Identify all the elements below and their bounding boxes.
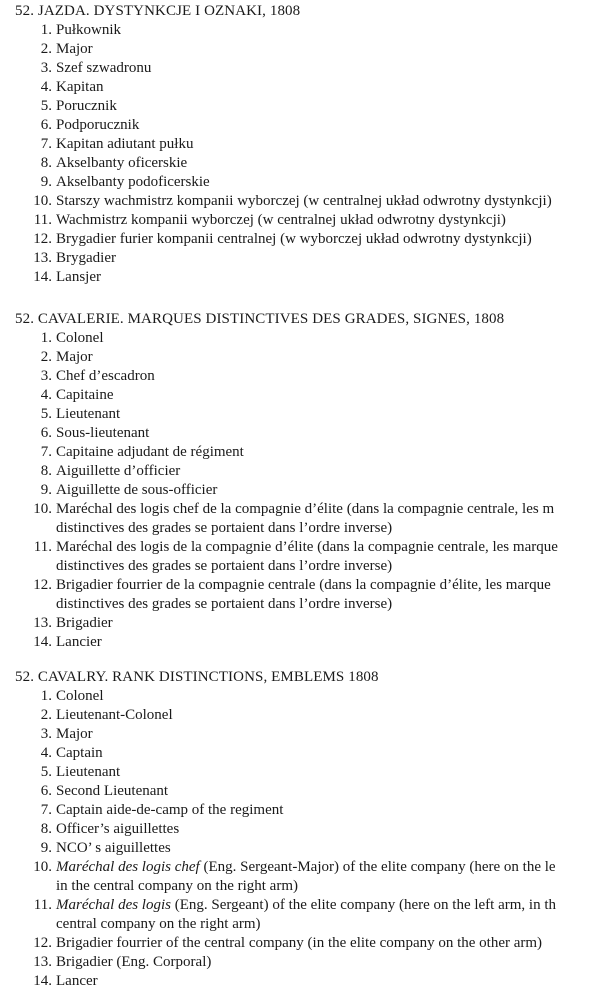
item-text: Brigadier (Eng. Corporal) xyxy=(56,954,212,970)
item-text: Capitaine adjudant de régiment xyxy=(56,444,244,460)
list-item xyxy=(0,801,590,820)
item-number: 4. xyxy=(40,387,52,403)
item-text: Brygadier furier kompanii centralnej (w wyborczej układ odwrotny dystynkcji) xyxy=(56,231,532,247)
list-item xyxy=(0,576,590,614)
item-number: 1. xyxy=(40,330,52,346)
list-item xyxy=(0,348,590,367)
item-text: Porucznik xyxy=(56,98,117,114)
item-text: Lieutenant-Colonel xyxy=(56,707,173,723)
item-number: 5. xyxy=(40,98,52,114)
list-item xyxy=(0,820,590,839)
item-number: 4. xyxy=(40,79,52,95)
list-item xyxy=(0,614,590,633)
list-item xyxy=(0,633,590,652)
item-number: 4. xyxy=(40,745,52,761)
item-number: 13. xyxy=(33,250,52,266)
item-text-line-1: Maréchal des logis chef de la compagnie d’élite (dans la compagnie centrale, les m xyxy=(56,501,555,517)
item-text: Aiguillette de sous-officier xyxy=(56,482,218,498)
item-text: Second Lieutenant xyxy=(56,783,169,799)
item-text: Capitaine xyxy=(56,387,114,403)
item-text: Colonel xyxy=(56,330,104,346)
item-number: 6. xyxy=(40,783,52,799)
item-number: 10. xyxy=(33,193,52,209)
list-item xyxy=(0,896,590,934)
item-number: 3. xyxy=(40,368,52,384)
list-item xyxy=(0,972,590,991)
item-text xyxy=(56,858,590,896)
item-number: 2. xyxy=(40,707,52,723)
list-item xyxy=(0,481,590,500)
item-number: 9. xyxy=(40,482,52,498)
list-item xyxy=(0,744,590,763)
item-text: Major xyxy=(56,349,93,365)
list-item xyxy=(0,424,590,443)
item-text: NCO’ s aiguillettes xyxy=(56,840,171,856)
item-text-line-1: Brigadier fourrier de la compagnie centrale (dans la compagnie d’élite, les marque xyxy=(56,577,551,593)
item-text: Lansjer xyxy=(56,269,101,285)
list-item xyxy=(0,21,590,40)
item-number: 14. xyxy=(33,634,52,650)
list-item xyxy=(0,230,590,249)
item-number: 11. xyxy=(33,539,52,555)
item-number: 12. xyxy=(33,935,52,951)
list-item xyxy=(0,858,590,896)
item-text-line-2: distinctives des grades se portaient dans l’ordre inverse) xyxy=(56,596,393,612)
item-text: Major xyxy=(56,726,93,742)
item-number: 8. xyxy=(40,821,52,837)
item-number: 11. xyxy=(33,897,52,913)
item-number: 13. xyxy=(33,954,52,970)
item-text: Sous-lieutenant xyxy=(56,425,150,441)
item-list xyxy=(0,687,590,991)
list-item xyxy=(0,763,590,782)
item-number: 9. xyxy=(40,840,52,856)
item-number: 1. xyxy=(40,688,52,704)
list-item xyxy=(0,500,590,538)
item-text-line-2: distinctives des grades se portaient dans l’ordre inverse) xyxy=(56,558,393,574)
item-text: Brygadier xyxy=(56,250,116,266)
item-text: Officer’s aiguillettes xyxy=(56,821,180,837)
item-number: 3. xyxy=(40,726,52,742)
item-text: Colonel xyxy=(56,688,104,704)
item-text-italic: Maréchal des logis chef xyxy=(56,859,200,875)
item-text: Kapitan xyxy=(56,79,104,95)
list-item xyxy=(0,725,590,744)
item-number: 5. xyxy=(40,764,52,780)
section-heading: 52. JAZDA. DYSTYNKCJE I OZNAKI, 1808 xyxy=(15,3,301,19)
item-text: Lancier xyxy=(56,634,102,650)
list-item xyxy=(0,40,590,59)
item-text-line-1: (Eng. Sergeant-Major) of the elite company (here on the le xyxy=(199,859,556,875)
section-english xyxy=(0,668,590,991)
list-item xyxy=(0,135,590,154)
item-number: 7. xyxy=(40,444,52,460)
item-text: Pułkownik xyxy=(56,22,122,38)
list-item xyxy=(0,953,590,972)
item-text: Akselbanty oficerskie xyxy=(56,155,188,171)
list-item xyxy=(0,538,590,576)
item-text: Captain aide-de-camp of the regiment xyxy=(56,802,284,818)
section-polish xyxy=(0,2,590,287)
item-list xyxy=(0,21,590,287)
list-item xyxy=(0,249,590,268)
section-heading: 52. CAVALRY. RANK DISTINCTIONS, EMBLEMS 1808 xyxy=(15,669,379,685)
item-number: 6. xyxy=(40,117,52,133)
list-item xyxy=(0,192,590,211)
item-number: 12. xyxy=(33,577,52,593)
item-number: 2. xyxy=(40,41,52,57)
item-number: 10. xyxy=(33,501,52,517)
section-heading: 52. CAVALERIE. MARQUES DISTINCTIVES DES GRADES, SIGNES, 1808 xyxy=(15,311,505,327)
list-item xyxy=(0,268,590,287)
item-text: Brigadier fourrier of the central company (in the elite company on the other arm) xyxy=(56,935,543,951)
item-number: 8. xyxy=(40,463,52,479)
list-item xyxy=(0,78,590,97)
item-number: 10. xyxy=(33,859,52,875)
item-number: 1. xyxy=(40,22,52,38)
item-number: 14. xyxy=(33,269,52,285)
list-item xyxy=(0,329,590,348)
item-text: Major xyxy=(56,41,93,57)
list-item xyxy=(0,386,590,405)
item-number: 12. xyxy=(33,231,52,247)
item-number: 7. xyxy=(40,802,52,818)
item-text: Brigadier xyxy=(56,615,113,631)
item-text: Captain xyxy=(56,745,103,761)
item-text xyxy=(56,896,590,934)
item-text xyxy=(56,576,590,614)
item-text-line-2: central company on the right arm) xyxy=(56,916,261,932)
item-text: Akselbanty podoficerskie xyxy=(56,174,210,190)
item-text: Aiguillette d’officier xyxy=(56,463,181,479)
item-number: 3. xyxy=(40,60,52,76)
item-number: 5. xyxy=(40,406,52,422)
item-text xyxy=(56,500,590,538)
list-item xyxy=(0,97,590,116)
item-text: Lieutenant xyxy=(56,406,121,422)
item-number: 2. xyxy=(40,349,52,365)
item-number: 6. xyxy=(40,425,52,441)
item-text-line-2: distinctives des grades se portaient dans l’ordre inverse) xyxy=(56,520,393,536)
item-text-line-2: in the central company on the right arm) xyxy=(56,878,298,894)
list-item xyxy=(0,367,590,386)
list-item xyxy=(0,443,590,462)
item-text: Podporucznik xyxy=(56,117,140,133)
list-item xyxy=(0,154,590,173)
list-item xyxy=(0,462,590,481)
item-number: 7. xyxy=(40,136,52,152)
list-item xyxy=(0,687,590,706)
item-text: Starszy wachmistrz kompanii wyborczej (w centralnej układ odwrotny dystynkcji) xyxy=(56,193,552,209)
list-item xyxy=(0,706,590,725)
item-text: Chef d’escadron xyxy=(56,368,155,384)
item-text-line-1: Maréchal des logis de la compagnie d’élite (dans la compagnie centrale, les marque xyxy=(56,539,558,555)
item-number: 9. xyxy=(40,174,52,190)
item-text-italic: Maréchal des logis xyxy=(56,897,171,913)
item-text: Lieutenant xyxy=(56,764,121,780)
list-item xyxy=(0,934,590,953)
list-item xyxy=(0,59,590,78)
list-item xyxy=(0,839,590,858)
list-item xyxy=(0,116,590,135)
section-french xyxy=(0,310,590,652)
item-number: 14. xyxy=(33,973,52,989)
item-text: Kapitan adiutant pułku xyxy=(56,136,194,152)
list-item xyxy=(0,782,590,801)
list-item xyxy=(0,173,590,192)
item-list xyxy=(0,329,590,652)
item-text: Szef szwadronu xyxy=(56,60,152,76)
item-text-line-1: (Eng. Sergeant) of the elite company (here on the left arm, in th xyxy=(170,897,556,913)
item-text: Lancer xyxy=(56,973,98,989)
item-text xyxy=(56,538,590,576)
item-number: 8. xyxy=(40,155,52,171)
item-number: 13. xyxy=(33,615,52,631)
list-item xyxy=(0,405,590,424)
item-text: Wachmistrz kompanii wyborczej (w centralnej układ odwrotny dystynkcji) xyxy=(56,212,506,228)
list-item xyxy=(0,211,590,230)
item-number: 11. xyxy=(33,212,52,228)
